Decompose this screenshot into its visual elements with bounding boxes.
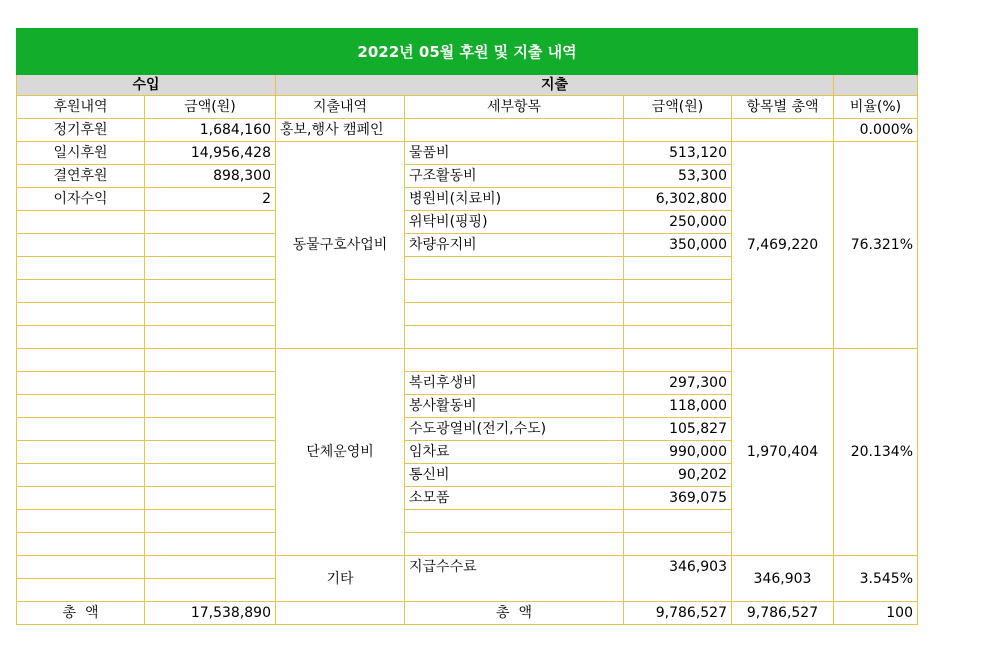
ratio-total[interactable]: 100 — [834, 602, 918, 625]
income-amount-cell[interactable] — [145, 487, 276, 510]
income-amount-cell[interactable] — [145, 395, 276, 418]
income-amount-cell[interactable] — [145, 533, 276, 556]
detail-amount-cell[interactable]: 90,202 — [624, 464, 732, 487]
income-label-cell[interactable]: 결연후원 — [17, 165, 145, 188]
detail-item-cell[interactable]: 통신비 — [405, 464, 624, 487]
detail-amount-cell[interactable] — [624, 303, 732, 326]
income-label-cell[interactable]: 이자수익 — [17, 188, 145, 211]
income-amount-cell[interactable] — [145, 257, 276, 280]
expense-campaign-cell[interactable]: 홍보,행사 캠페인 — [276, 119, 405, 142]
detail-item-cell[interactable]: 구조활동비 — [405, 165, 624, 188]
expense-section-header[interactable]: 지출 — [276, 75, 834, 96]
detail-item-cell[interactable]: 병원비(치료비) — [405, 188, 624, 211]
income-label-cell[interactable] — [17, 487, 145, 510]
detail-amount-cell[interactable] — [624, 119, 732, 142]
detail-amount-cell[interactable] — [624, 510, 732, 533]
income-amount-cell[interactable] — [145, 211, 276, 234]
income-label-cell[interactable] — [17, 510, 145, 533]
income-label-cell[interactable] — [17, 257, 145, 280]
category-ratio-cell[interactable]: 3.545% — [834, 556, 918, 602]
detail-amount-cell[interactable]: 513,120 — [624, 142, 732, 165]
detail-amount-cell[interactable]: 53,300 — [624, 165, 732, 188]
income-amount-cell[interactable] — [145, 510, 276, 533]
detail-amount-cell[interactable]: 350,000 — [624, 234, 732, 257]
income-label-cell[interactable] — [17, 349, 145, 372]
category-total-cell[interactable]: 7,469,220 — [732, 142, 834, 349]
detail-item-cell[interactable] — [405, 349, 624, 372]
detail-item-cell[interactable] — [405, 280, 624, 303]
income-label-cell[interactable] — [17, 441, 145, 464]
expense-category-cell[interactable]: 기타 — [276, 556, 405, 602]
detail-item-cell[interactable]: 소모품 — [405, 487, 624, 510]
income-amount-cell[interactable] — [145, 280, 276, 303]
income-label-cell[interactable] — [17, 280, 145, 303]
income-amount-cell[interactable] — [145, 441, 276, 464]
detail-item-cell[interactable]: 임차료 — [405, 441, 624, 464]
income-label-cell[interactable] — [17, 303, 145, 326]
income-section-header[interactable]: 수입 — [17, 75, 276, 96]
col-header-expense-item[interactable]: 지출내역 — [276, 96, 405, 119]
detail-amount-cell[interactable]: 250,000 — [624, 211, 732, 234]
income-amount-cell[interactable] — [145, 372, 276, 395]
detail-item-cell[interactable] — [405, 510, 624, 533]
income-amount-cell[interactable] — [145, 303, 276, 326]
detail-item-cell[interactable] — [405, 119, 624, 142]
col-header-detail-amount[interactable]: 금액(원) — [624, 96, 732, 119]
income-amount-cell[interactable]: 898,300 — [145, 165, 276, 188]
income-label-cell[interactable] — [17, 395, 145, 418]
col-header-detail-item[interactable]: 세부항목 — [405, 96, 624, 119]
income-label-cell[interactable] — [17, 418, 145, 441]
income-label-cell[interactable]: 정기후원 — [17, 119, 145, 142]
detail-amount-cell[interactable]: 346,903 — [624, 556, 732, 602]
detail-item-cell[interactable] — [405, 533, 624, 556]
income-amount-cell[interactable] — [145, 464, 276, 487]
income-label-cell[interactable] — [17, 326, 145, 349]
income-total-label[interactable]: 총 액 — [17, 602, 145, 625]
category-total-cell[interactable]: 346,903 — [732, 556, 834, 602]
detail-item-cell[interactable] — [405, 326, 624, 349]
income-total-value[interactable]: 17,538,890 — [145, 602, 276, 625]
campaign-ratio-cell[interactable]: 0.000% — [834, 119, 918, 142]
income-amount-cell[interactable]: 1,684,160 — [145, 119, 276, 142]
income-label-cell[interactable] — [17, 579, 145, 602]
income-label-cell[interactable] — [17, 556, 145, 579]
detail-item-cell[interactable]: 물품비 — [405, 142, 624, 165]
income-label-cell[interactable] — [17, 234, 145, 257]
category-ratio-cell[interactable]: 76.321% — [834, 142, 918, 349]
detail-amount-cell[interactable]: 105,827 — [624, 418, 732, 441]
income-amount-cell[interactable] — [145, 579, 276, 602]
detail-item-cell[interactable]: 수도광열비(전기,수도) — [405, 418, 624, 441]
detail-amount-cell[interactable]: 118,000 — [624, 395, 732, 418]
income-label-cell[interactable] — [17, 211, 145, 234]
income-amount-cell[interactable] — [145, 556, 276, 579]
income-amount-cell[interactable] — [145, 326, 276, 349]
income-amount-cell[interactable]: 14,956,428 — [145, 142, 276, 165]
detail-amount-cell[interactable]: 369,075 — [624, 487, 732, 510]
donation-expense-sheet — [16, 28, 918, 625]
col-header-ratio[interactable]: 비율(%) — [834, 96, 918, 119]
income-label-cell[interactable] — [17, 464, 145, 487]
detail-amount-cell[interactable] — [624, 257, 732, 280]
detail-item-cell[interactable]: 위탁비(핑핑) — [405, 211, 624, 234]
category-total-sum[interactable]: 9,786,527 — [732, 602, 834, 625]
detail-item-cell[interactable]: 지급수수료 — [405, 556, 624, 602]
income-amount-cell[interactable]: 2 — [145, 188, 276, 211]
empty-cell[interactable] — [834, 75, 918, 96]
detail-amount-cell[interactable] — [624, 533, 732, 556]
expense-total-label[interactable]: 총 액 — [405, 602, 624, 625]
income-label-cell[interactable]: 일시후원 — [17, 142, 145, 165]
detail-amount-cell[interactable] — [624, 349, 732, 372]
detail-item-cell[interactable]: 차량유지비 — [405, 234, 624, 257]
expense-total-value[interactable]: 9,786,527 — [624, 602, 732, 625]
income-amount-cell[interactable] — [145, 418, 276, 441]
detail-item-cell[interactable] — [405, 303, 624, 326]
col-header-income-item[interactable]: 후원내역 — [17, 96, 145, 119]
col-header-income-amount[interactable]: 금액(원) — [145, 96, 276, 119]
col-header-category-total[interactable]: 항목별 총액 — [732, 96, 834, 119]
category-ratio-cell[interactable]: 20.134% — [834, 349, 918, 556]
detail-amount-cell[interactable]: 6,302,800 — [624, 188, 732, 211]
income-amount-cell[interactable] — [145, 349, 276, 372]
income-amount-cell[interactable] — [145, 234, 276, 257]
detail-item-cell[interactable]: 복리후생비 — [405, 372, 624, 395]
income-label-cell[interactable] — [17, 533, 145, 556]
detail-item-cell[interactable]: 봉사활동비 — [405, 395, 624, 418]
sheet-title[interactable]: 2022년 05월 후원 및 지출 내역 — [17, 29, 918, 75]
detail-item-cell[interactable] — [405, 257, 624, 280]
empty-cell[interactable] — [276, 602, 405, 625]
detail-amount-cell[interactable]: 990,000 — [624, 441, 732, 464]
detail-amount-cell[interactable]: 297,300 — [624, 372, 732, 395]
expense-category-cell[interactable]: 동물구호사업비 — [276, 142, 405, 349]
detail-amount-cell[interactable] — [624, 280, 732, 303]
category-total-cell[interactable]: 1,970,404 — [732, 349, 834, 556]
expense-category-cell[interactable]: 단체운영비 — [276, 349, 405, 556]
income-label-cell[interactable] — [17, 372, 145, 395]
detail-amount-cell[interactable] — [624, 326, 732, 349]
category-total-cell[interactable] — [732, 119, 834, 142]
